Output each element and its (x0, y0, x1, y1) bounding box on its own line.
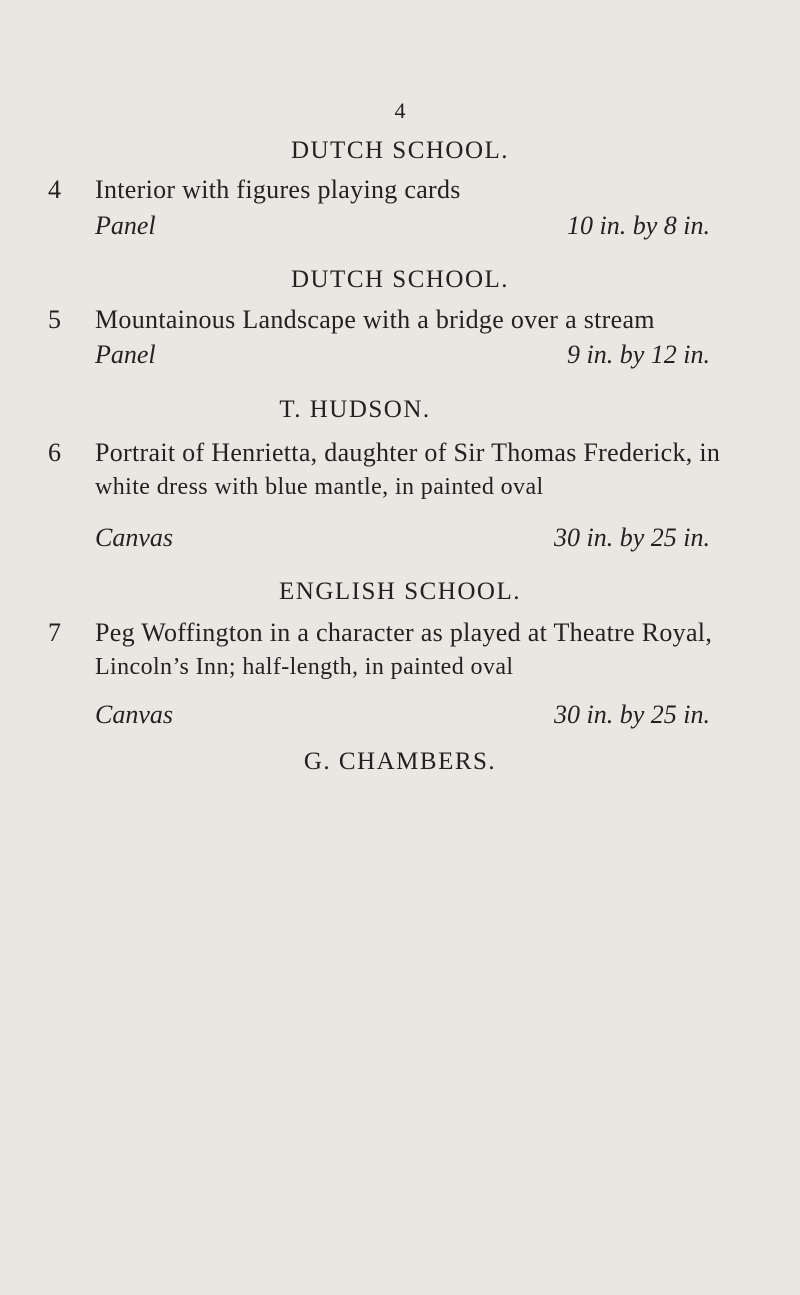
lot-medium: Canvas (95, 700, 173, 729)
lot-artist: T. HUDSON. (279, 396, 431, 423)
lot-dimensions: 9 in. by 12 in. (567, 340, 710, 369)
lot-artist: DUTCH SCHOOL. (290, 266, 510, 293)
lot-number: 4 (48, 175, 61, 204)
lot-medium: Panel (95, 211, 156, 240)
lot-medium: Panel (95, 340, 156, 369)
lot-medium: Canvas (95, 523, 173, 552)
lot-description: Portrait of Henrietta, daughter of Sir Thomas Frederick, in (95, 438, 721, 467)
lot-dimensions: 10 in. by 8 in. (567, 211, 710, 240)
page-number: 4 (394, 98, 406, 123)
lot-artist: DUTCH SCHOOL. (290, 137, 510, 164)
lot-description: Peg Woffington in a character as played at Theatre Royal, (95, 618, 713, 647)
lot-description-line2: Lincoln’s Inn; half-length, in painted oval (95, 654, 514, 680)
lot-dimensions: 30 in. by 25 in. (554, 700, 710, 729)
lot-dimensions: 30 in. by 25 in. (554, 523, 710, 552)
lot-artist: G. CHAMBERS. (303, 748, 497, 775)
lot-number: 6 (48, 438, 61, 467)
lot-number: 7 (48, 618, 61, 647)
lot-description: Mountainous Landscape with a bridge over a stream (95, 305, 655, 334)
lot-number: 5 (48, 305, 61, 334)
lot-description-line2: white dress with blue mantle, in painted oval (95, 474, 544, 500)
lot-description: Interior with figures playing cards (95, 175, 461, 204)
lot-artist: ENGLISH SCHOOL. (279, 578, 521, 605)
